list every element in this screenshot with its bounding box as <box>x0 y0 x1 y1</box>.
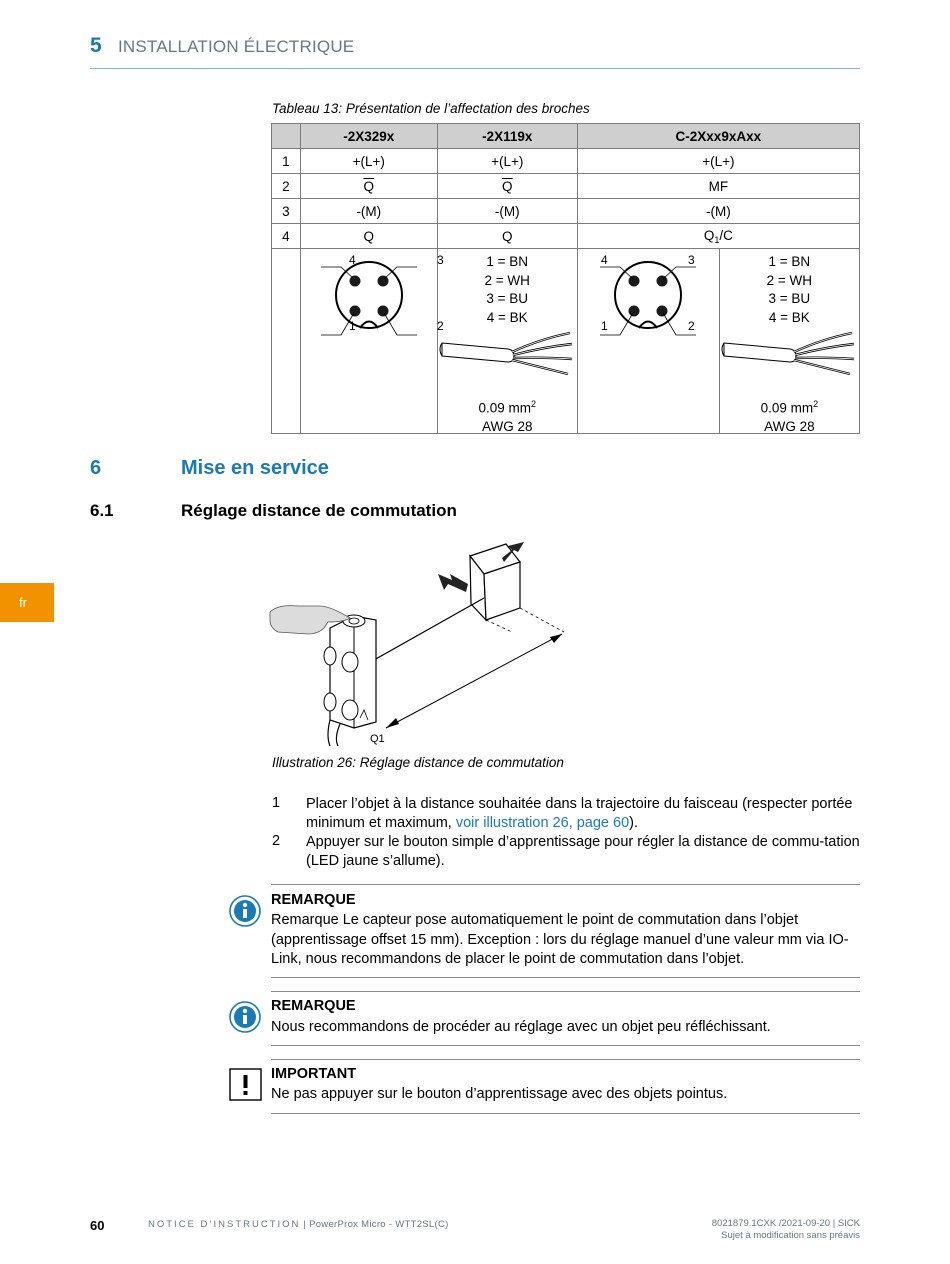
awg-value: AWG 28 <box>764 419 815 434</box>
footer-reference <box>712 1218 860 1242</box>
table-cell: -(M) <box>577 199 859 224</box>
wire-label: 1 = BN <box>768 254 811 269</box>
connector-pin-label: 1 <box>348 319 356 333</box>
info-icon <box>228 1000 262 1034</box>
table-row <box>272 174 860 199</box>
wire-label: 4 = BK <box>486 309 528 325</box>
wire-label: 3 = BU <box>768 291 811 306</box>
subsection-title: Réglage distance de commutation <box>181 501 457 520</box>
table-row <box>272 199 860 224</box>
cable-icon <box>722 329 858 379</box>
connector-cell <box>300 249 444 434</box>
subsection-number: 6.1 <box>90 501 114 520</box>
cable-icon <box>440 329 576 379</box>
cable-gauge <box>438 395 577 437</box>
cable-cell <box>437 249 577 434</box>
footer-doc-type: NOTICE D’INSTRUCTION <box>148 1219 301 1230</box>
exclamation-icon <box>229 1068 262 1101</box>
table-figure-row <box>272 249 860 434</box>
wire-label: 1 = BN <box>486 254 529 269</box>
step-text-part: ). <box>629 815 639 831</box>
q-subscript: 1 <box>714 234 720 245</box>
table-cell <box>437 174 577 199</box>
cable-gauge <box>720 395 859 437</box>
table-cell: -(M) <box>300 199 437 224</box>
note-title: IMPORTANT <box>271 1066 357 1082</box>
table-cell: +(L+) <box>437 149 577 174</box>
illustration-link[interactable]: voir illustration 26, page 60 <box>455 815 630 831</box>
note-divider <box>271 884 860 885</box>
awg-value: AWG 28 <box>481 419 533 434</box>
pin-cell: 3 <box>272 199 301 224</box>
step-number: 2 <box>272 833 281 849</box>
note-divider <box>271 1045 860 1046</box>
q-bar-text: $\overline{Q}$ <box>363 178 374 194</box>
footer-product: | PowerProx Micro - WTT2SL(C) <box>300 1219 449 1230</box>
cable-cell <box>719 249 859 434</box>
connector-pin-label: 2 <box>687 319 695 333</box>
table-row <box>272 149 860 174</box>
q-suffix: /C <box>719 227 733 243</box>
connector-cell <box>577 249 719 434</box>
note-body: Nous recommandons de procéder au réglage avec un objet peu réfléchissant. <box>271 1019 771 1035</box>
connector-pin-label: 4 <box>348 253 356 267</box>
gauge-sup: 2 <box>530 399 536 409</box>
info-icon <box>228 894 262 928</box>
wire-colors <box>720 253 859 327</box>
table-caption: Tableau 13: Présentation de l’affectation des broches <box>272 101 590 116</box>
note-divider <box>271 1113 860 1114</box>
table-cell: MF <box>577 174 859 199</box>
gauge-value: 0.09 mm <box>760 400 814 416</box>
output-label: Q1 <box>370 733 385 745</box>
pin-cell: 2 <box>272 174 301 199</box>
note-body: Ne pas appuyer sur le bouton d’apprentissage avec des objets pointus. <box>271 1086 728 1102</box>
note-divider <box>271 977 860 978</box>
wire-label: 2 = WH <box>484 272 530 288</box>
gauge-value: 0.09 mm <box>478 400 531 416</box>
table-cell: Q <box>300 224 437 249</box>
table-header-cell: -2X329x <box>300 124 437 149</box>
header-divider <box>90 68 860 69</box>
table-header-cell: C-2Xxx9xAxx <box>577 124 859 149</box>
table-cell: +(L+) <box>577 149 859 174</box>
table-header-cell: -2X119x <box>437 124 577 149</box>
note-divider <box>271 1059 860 1060</box>
step-text: Appuyer sur le bouton simple d’apprentissage pour régler la distance de commu-tation (LED jaune s’allume). <box>306 834 860 869</box>
table-row <box>272 224 860 249</box>
table-cell <box>577 224 859 249</box>
table-cell: Q <box>437 224 577 249</box>
page-number: 60 <box>90 1218 105 1233</box>
footer-document <box>148 1219 449 1230</box>
table-cell: -(M) <box>437 199 577 224</box>
note-body: Remarque Le capteur pose automatiquement le point de commutation dans l’objet (apprentissage offset 15 mm). Exception : lors du réglage manuel d’une valeur mm via IO-Link, nous recommandons de placer le point de commutation dans l’objet. <box>271 912 849 967</box>
m8-connector-icon <box>301 249 444 339</box>
wire-colors <box>438 253 577 327</box>
step-text-part: Placer l’objet à la distance souhaitée dans la trajectoire du faisceau (respecter portée minimum et maximum, <box>306 796 853 831</box>
table-cell <box>300 174 437 199</box>
switching-distance-illustration <box>268 532 568 750</box>
note-title: REMARQUE <box>271 892 356 908</box>
footer-disclaimer: Sujet à modification sans préavis <box>721 1230 860 1241</box>
table-header-row <box>272 124 860 149</box>
note-divider <box>271 991 860 992</box>
table-header-pin <box>272 124 301 149</box>
pin-cell: 1 <box>272 149 301 174</box>
section-title: Mise en service <box>181 457 329 479</box>
connector-pin-label: 4 <box>600 253 608 267</box>
connector-pin-label: 3 <box>687 253 695 267</box>
wire-label: 3 = BU <box>486 291 529 306</box>
connector-pin-label: 3 <box>436 253 444 267</box>
m8-connector-icon <box>578 249 719 339</box>
pin-assignment-table <box>271 123 860 434</box>
pin-cell-empty <box>272 249 301 434</box>
note-title: REMARQUE <box>271 998 356 1014</box>
language-tab-label: fr <box>19 595 27 610</box>
connector-pin-label: 1 <box>600 319 608 333</box>
illustration-caption: Illustration 26: Réglage distance de commutation <box>272 755 564 770</box>
gauge-sup: 2 <box>813 399 819 409</box>
q-text: Q <box>703 227 715 243</box>
language-tab <box>0 583 54 622</box>
step-text <box>306 795 861 833</box>
step-number: 1 <box>272 795 281 811</box>
q-bar-text: $\overline{Q}$ <box>501 178 513 194</box>
wire-label: 2 = WH <box>766 272 813 288</box>
section-number: 6 <box>90 457 102 479</box>
pin-cell: 4 <box>272 224 301 249</box>
table-cell: +(L+) <box>300 149 437 174</box>
chapter-number: 5 <box>90 34 102 57</box>
chapter-title: INSTALLATION ÉLECTRIQUE <box>118 37 355 56</box>
footer-ref-number: 8021879.1CXK /2021-09-20 | SICK <box>711 1218 860 1229</box>
connector-pin-label: 2 <box>436 319 444 333</box>
wire-label: 4 = BK <box>768 309 810 325</box>
